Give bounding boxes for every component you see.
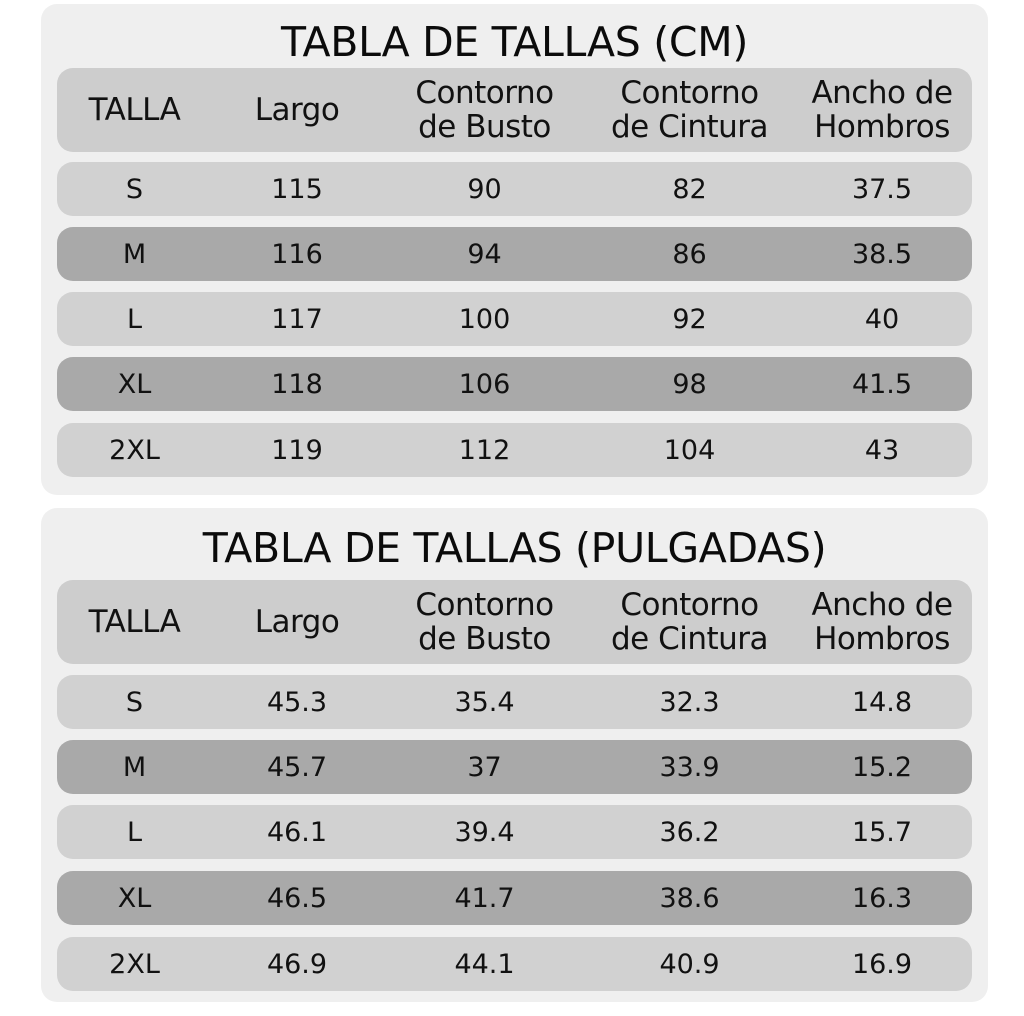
header-contorno-cintura: Contorno de Cintura xyxy=(610,75,769,145)
cell-largo: 119 xyxy=(271,434,323,466)
cell-hombros: 16.3 xyxy=(851,882,913,914)
cell-largo: 45.3 xyxy=(266,686,328,718)
cell-busto: 37 xyxy=(467,751,502,783)
cell-hombros: 15.7 xyxy=(851,816,913,848)
table-row xyxy=(57,740,972,794)
cell-busto: 100 xyxy=(458,303,511,335)
table-row xyxy=(57,357,972,411)
header-ancho-hombros: Ancho de Hombros xyxy=(811,75,953,145)
size-table-cm xyxy=(41,4,988,495)
cell-busto: 106 xyxy=(458,368,511,400)
header-contorno-busto: Contorno de Busto xyxy=(415,75,554,145)
table-row xyxy=(57,675,972,729)
cell-cintura: 32.3 xyxy=(659,686,720,718)
cell-talla: L xyxy=(126,816,143,848)
cell-cintura: 40.9 xyxy=(659,948,720,980)
cell-largo: 116 xyxy=(271,238,323,270)
header-contorno-cintura: Contorno de Cintura xyxy=(610,587,769,657)
cell-cintura: 92 xyxy=(672,303,707,335)
cell-cintura: 86 xyxy=(672,238,707,270)
cell-cintura: 104 xyxy=(663,434,716,466)
cell-talla: M xyxy=(122,751,147,783)
table-row xyxy=(57,805,972,859)
table-header-row xyxy=(57,68,972,152)
cell-largo: 118 xyxy=(271,368,323,400)
cell-cintura: 98 xyxy=(672,368,707,400)
table-header-row xyxy=(57,580,972,664)
table-row xyxy=(57,227,972,281)
cell-largo: 115 xyxy=(271,173,323,205)
cell-hombros: 40 xyxy=(864,303,900,335)
cell-largo: 46.5 xyxy=(266,882,328,914)
table-row xyxy=(57,937,972,991)
cell-talla: 2XL xyxy=(109,434,160,466)
cell-talla: 2XL xyxy=(109,948,160,980)
table-row xyxy=(57,423,972,477)
cell-cintura: 33.9 xyxy=(659,751,720,783)
cell-cintura: 36.2 xyxy=(659,816,720,848)
table-row xyxy=(57,292,972,346)
cell-cintura: 82 xyxy=(672,173,707,205)
cell-hombros: 15.2 xyxy=(851,751,913,783)
cell-busto: 39.4 xyxy=(454,816,515,848)
table-title: TABLA DE TALLAS (PULGADAS) xyxy=(202,524,827,572)
cell-busto: 94 xyxy=(467,238,502,270)
header-largo: Largo xyxy=(254,92,340,128)
cell-hombros: 37.5 xyxy=(851,173,913,205)
table-row xyxy=(57,871,972,925)
cell-talla: L xyxy=(126,303,143,335)
cell-busto: 44.1 xyxy=(454,948,515,980)
cell-largo: 46.1 xyxy=(266,816,328,848)
cell-hombros: 41.5 xyxy=(851,368,913,400)
header-ancho-hombros: Ancho de Hombros xyxy=(811,587,953,657)
cell-largo: 117 xyxy=(271,303,323,335)
table-row xyxy=(57,162,972,216)
cell-largo: 45.7 xyxy=(266,751,328,783)
cell-talla: S xyxy=(125,173,144,205)
cell-talla: XL xyxy=(117,368,152,400)
cell-talla: S xyxy=(125,686,144,718)
size-table-inches xyxy=(41,508,988,1002)
cell-hombros: 43 xyxy=(864,434,900,466)
header-contorno-busto: Contorno de Busto xyxy=(415,587,554,657)
header-largo: Largo xyxy=(254,604,340,640)
cell-cintura: 38.6 xyxy=(659,882,720,914)
table-title: TABLA DE TALLAS (CM) xyxy=(280,18,749,66)
cell-hombros: 14.8 xyxy=(851,686,913,718)
cell-talla: XL xyxy=(117,882,152,914)
header-talla: TALLA xyxy=(88,92,181,128)
header-talla: TALLA xyxy=(88,604,181,640)
cell-busto: 35.4 xyxy=(454,686,515,718)
cell-talla: M xyxy=(122,238,147,270)
cell-busto: 41.7 xyxy=(454,882,515,914)
cell-hombros: 16.9 xyxy=(851,948,913,980)
cell-busto: 90 xyxy=(467,173,502,205)
cell-largo: 46.9 xyxy=(266,948,328,980)
cell-hombros: 38.5 xyxy=(851,238,913,270)
cell-busto: 112 xyxy=(458,434,511,466)
